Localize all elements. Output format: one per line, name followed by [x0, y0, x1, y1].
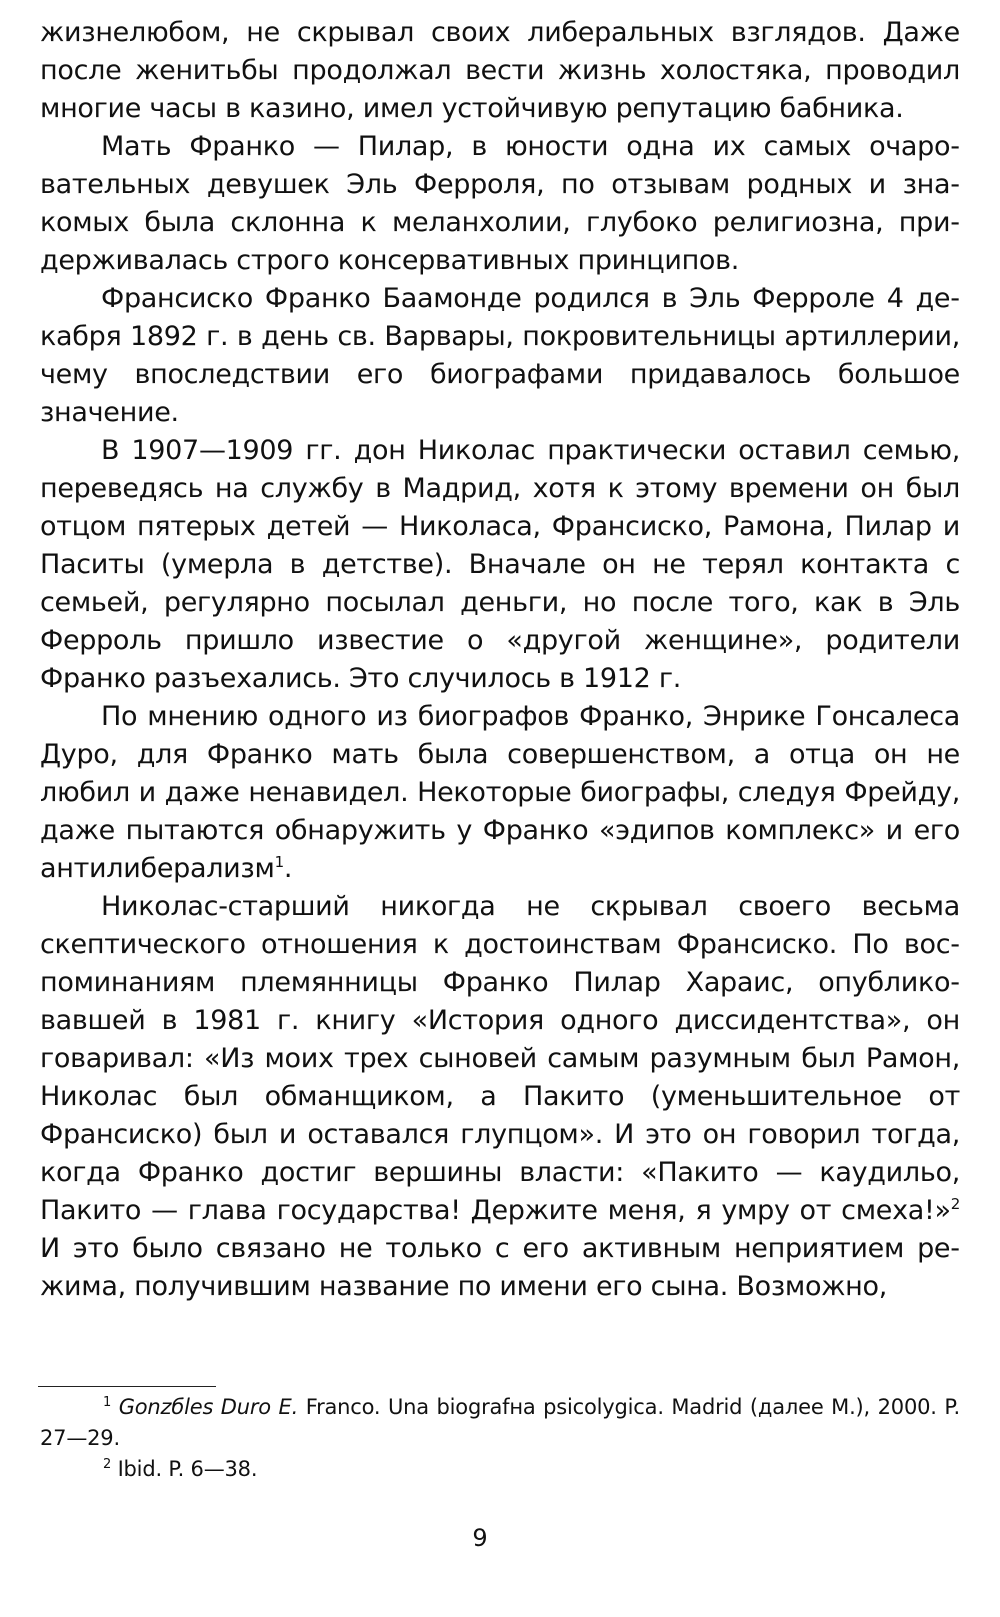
footnote-2-mark: 2 [103, 1457, 112, 1472]
page-number: 9 [472, 1524, 488, 1552]
paragraph-3: Франсиско Франко Баамонде родился в Эль Ферроле 4 декабря 1892 г. в день св. Варвары, покровительницы артиллерии, чему впоследствии его биографами придавалось большое значение. [40, 283, 960, 428]
footnote-1-author: Gonzбles Duro E. [118, 1395, 299, 1419]
footnote-2 [40, 1454, 960, 1485]
footnote-2-text: Ibid. P. 6—38. [117, 1457, 258, 1481]
page-body [40, 14, 960, 1306]
footnote-1 [40, 1392, 960, 1454]
footnotes [40, 1392, 960, 1485]
paragraph-6-continuation: И это было связано не только с его активным неприятием режима, получившим название по имени его сына. Возможно, [40, 1233, 960, 1302]
footnote-ref-1[interactable]: 1 [274, 853, 284, 871]
paragraph-6 [40, 888, 960, 1306]
paragraph-6-text: Николас-старший никогда не скрывал своего весьма скептического отношения к достоинствам Франсиско. По воспоминаниям племянницы Франко Пилар Хараис, опубликовавшей в 1981 г. книгу «История одного диссидентства», он говаривал: «Из моих трех сыновей самым разумным был Рамон, Николас был обманщиком, а Пакито (уменьшительное от Франсиско) был и оставался глупцом». И это он говорил тогда, когда Франко достиг вершины власти: «Пакито — каудильо, Пакито — глава государства! Держите меня, я умру от смеха!» [40, 891, 960, 1226]
paragraph-2: Мать Франко — Пилар, в юности одна их самых очаровательных девушек Эль Ферроля, по отзывам родных и знакомых была склонна к меланхолии, глубоко религиозна, придерживалась строго консервативных принципов. [40, 131, 960, 276]
paragraph-5-text: По мнению одного из биографов Франко, Энрике Гонсалеса Дуро, для Франко мать была совершенством, а отца он не любил и даже ненавидел. Некоторые биографы, следуя Фрейду, даже пытаются обнаружить у Франко «эдипов комплекс» и его антилиберализм [40, 701, 960, 884]
footnote-1-mark: 1 [103, 1395, 112, 1410]
paragraph-4: В 1907—1909 гг. дон Николас практически оставил семью, переведясь на службу в Мадрид, хотя к этому времени он был отцом пятерых детей — Николаса, Франсиско, Рамона, Пилар и Паситы (умерла в детстве). Вначале он не терял контакта с семьей, регулярно посылал деньги, но после того, как в Эль Ферроль пришло известие о «другой женщине», родители Франко разъехались. Это случилось в 1912 г. [40, 435, 960, 694]
footnote-1-text: Franco. Una biografнa psicolуgica. Madrid (далее M.), 2000. P. 27—29. [40, 1395, 961, 1450]
paragraph-1: жизнелюбом, не скрывал своих либеральных взглядов. Даже после женитьбы продолжал вести жизнь холостяка, проводил многие часы в казино, имел устойчивую репутацию бабника. [40, 17, 960, 124]
footnote-divider [38, 1386, 216, 1387]
footnote-ref-2[interactable]: 2 [950, 1195, 960, 1213]
main-text [40, 14, 960, 1306]
paragraph-5: По мнению одного из биографов Франко, Энрике Гонсалеса Дуро, для Франко мать была совершенством, а отца он не любил и даже ненавидел. Некоторые биографы, следуя Фрейду, даже пытаются обнаружить у Франко «эдипов комплекс» и его антилиберализм$^1$. [40, 701, 960, 884]
